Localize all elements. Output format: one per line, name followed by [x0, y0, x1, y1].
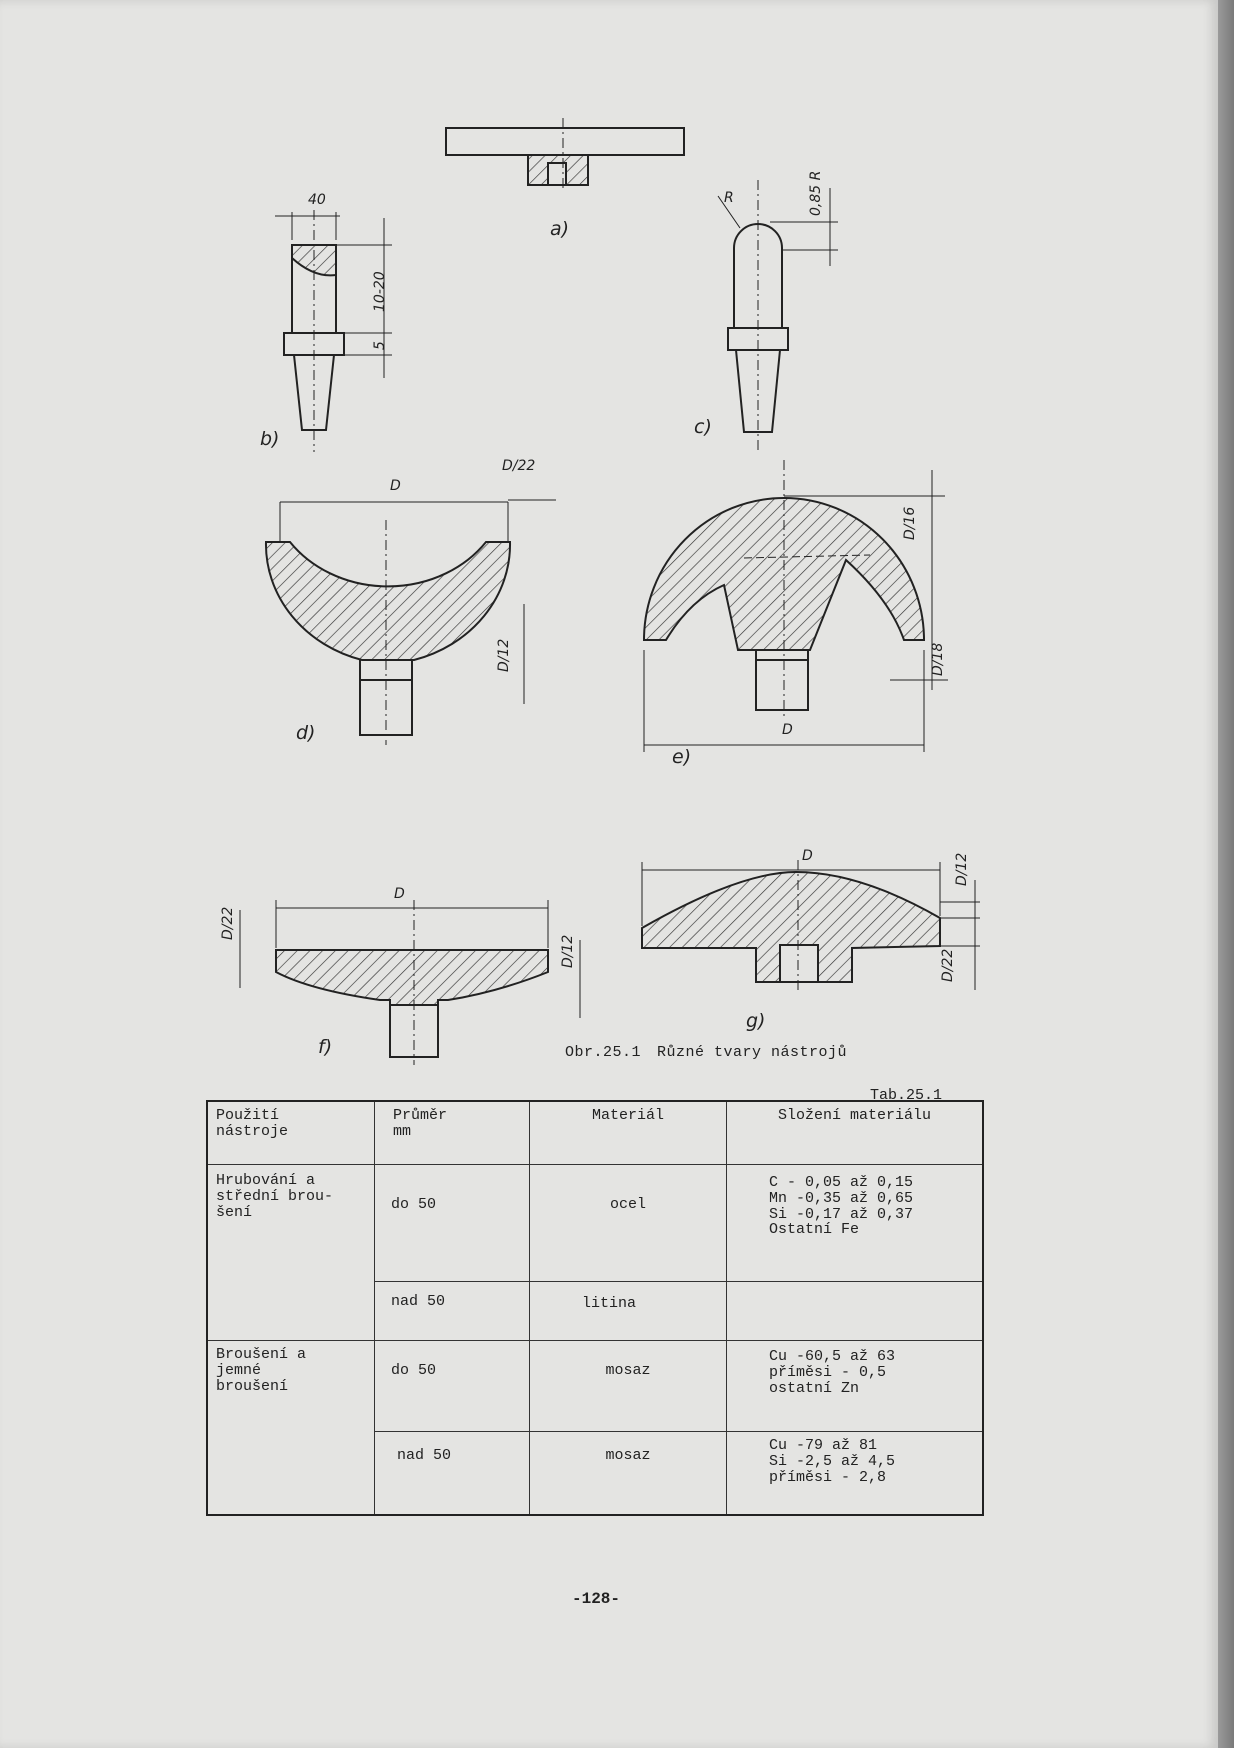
composition-cell [727, 1282, 984, 1341]
dim-g-top: D/12 [954, 852, 970, 886]
dim-g-bottom: D/22 [940, 948, 956, 982]
material-cell: litina [530, 1282, 727, 1341]
caption-text: Různé tvary nástrojů [657, 1044, 848, 1061]
dim-e-top: D/16 [902, 506, 918, 540]
material-cell: ocel [530, 1165, 727, 1282]
diameter-cell: do 50 [375, 1165, 530, 1282]
drawing-d [266, 500, 556, 745]
dim-d-diameter: D [390, 478, 401, 494]
label-g: g) [746, 1010, 766, 1032]
composition-cell: C - 0,05 až 0,15 Mn -0,35 až 0,65 Si -0,17 až 0,37 Ostatní Fe [727, 1165, 984, 1282]
dim-e-rim: D/18 [930, 642, 946, 676]
materials-table [206, 1100, 984, 1516]
dim-d-thickness: D/12 [496, 638, 512, 672]
usage-cell: Hrubování a střední brou- šení [207, 1165, 375, 1341]
dim-c-offset: 0,85 R [808, 170, 824, 216]
diameter-cell: do 50 [375, 1341, 530, 1432]
label-c: c) [694, 416, 712, 438]
label-d: d) [296, 722, 316, 744]
table-header-row [207, 1101, 983, 1165]
label-a: a) [550, 218, 570, 240]
drawing-c [718, 180, 838, 450]
composition-cell: Cu -60,5 až 63 příměsi - 0,5 ostatní Zn [727, 1341, 984, 1432]
usage-cell: Broušení a jemné broušení [207, 1341, 375, 1516]
dim-f-rim: D/22 [220, 906, 236, 940]
material-cell: mosaz [530, 1341, 727, 1432]
dim-c-radius: R [724, 190, 734, 206]
label-f: f) [318, 1036, 333, 1058]
drawing-f [240, 900, 580, 1065]
drawing-g [642, 860, 980, 992]
figure-caption [565, 1044, 847, 1061]
label-b: b) [260, 428, 280, 450]
table-row [207, 1165, 983, 1282]
drawing-e [644, 460, 948, 752]
dim-f-diameter: D [394, 886, 405, 902]
material-cell: mosaz [530, 1432, 727, 1516]
page-edge [1218, 0, 1234, 1748]
header-usage: Použití nástroje [207, 1101, 375, 1165]
dim-g-diameter: D [802, 848, 813, 864]
table-reference: Tab.25.1 [870, 1087, 943, 1104]
diameter-cell: nad 50 [375, 1282, 530, 1341]
dim-e-diameter: D [782, 722, 793, 738]
header-material: Materiál [530, 1101, 727, 1165]
diameter-cell: nad 50 [375, 1432, 530, 1516]
drawing-a [446, 118, 684, 192]
header-diameter: Průměr mm [375, 1101, 530, 1165]
table-row [207, 1341, 983, 1432]
dim-b-width: 40 [308, 192, 326, 208]
drawing-b [275, 210, 392, 452]
dim-f-right: D/12 [560, 934, 576, 968]
caption-number: Obr.25.1 [565, 1044, 642, 1061]
header-composition: Složení materiálu [727, 1101, 984, 1165]
dim-d-rim: D/22 [502, 458, 536, 474]
dim-b-collar: 5 [372, 341, 388, 350]
label-e: e) [672, 746, 692, 768]
page-number: -128- [572, 1590, 621, 1608]
dim-b-height: 10-20 [372, 271, 388, 312]
composition-cell: Cu -79 až 81 Si -2,5 až 4,5 příměsi - 2,8 [727, 1432, 984, 1516]
